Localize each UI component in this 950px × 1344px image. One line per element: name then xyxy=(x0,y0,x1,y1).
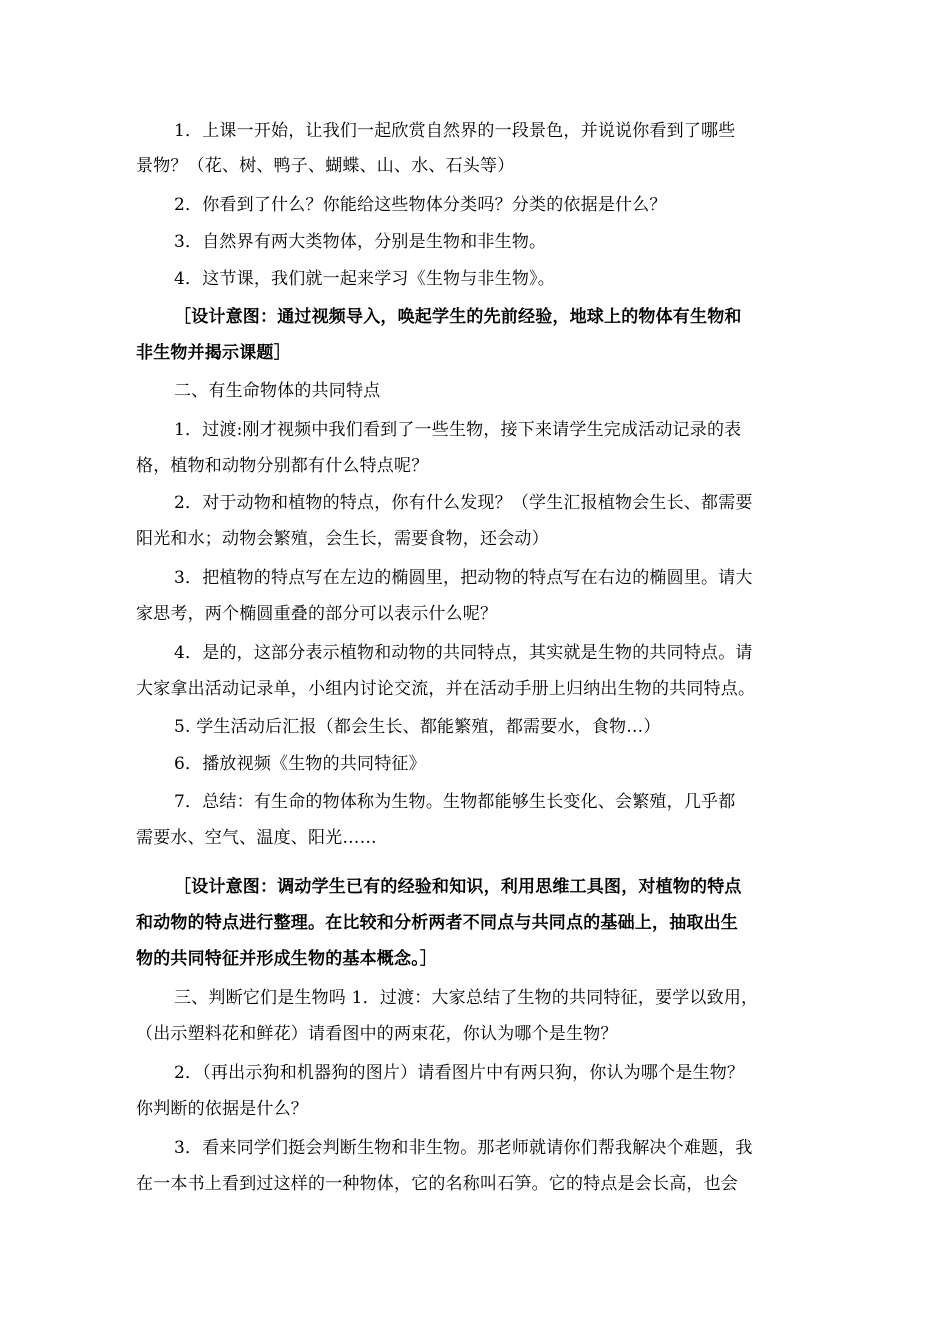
text-line: （出示塑料花和鲜花）请看图中的两束花，你认为哪个是生物？ xyxy=(136,1024,618,1044)
text-line: 阳光和水；动物会繁殖，会生长，需要食物，还会动） xyxy=(136,529,549,549)
design-intent-note: 物的共同特征并形成生物的基本概念。］ xyxy=(136,949,438,969)
text-line: 1．过渡:刚才视频中我们看到了一些生物，接下来请学生完成活动记录的表 xyxy=(174,420,742,440)
design-intent-note: ［设计意图：调动学生已有的经验和知识，利用思维工具图，对植物的特点 xyxy=(174,877,742,897)
text-line: 需要水、空气、温度、阳光…… xyxy=(136,828,377,848)
text-line: 格，植物和动物分别都有什么特点呢？ xyxy=(136,456,429,476)
text-line: 3．把植物的特点写在左边的椭圆里，把动物的特点写在右边的椭圆里。请大 xyxy=(174,568,753,588)
text-line: 2．（再出示狗和机器狗的图片）请看图片中有两只狗，你认为哪个是生物？ xyxy=(174,1063,745,1083)
text-line: 3．看来同学们挺会判断生物和非生物。那老师就请你们帮我解决个难题，我 xyxy=(174,1138,753,1158)
text-line: 大家拿出活动记录单，小组内讨论交流，并在活动手册上归纳出生物的共同特点。 xyxy=(136,679,756,699)
text-line: 你判断的依据是什么？ xyxy=(136,1099,308,1119)
text-line: 景物？（花、树、鸭子、蝴蝶、山、水、石头等） xyxy=(136,156,515,176)
text-line: 家思考，两个椭圆重叠的部分可以表示什么呢？ xyxy=(136,604,498,624)
text-line: 2．你看到了什么？你能给这些物体分类吗？分类的依据是什么？ xyxy=(174,195,667,215)
text-line: 7．总结：有生命的物体称为生物。生物都能够生长变化、会繁殖，几乎都 xyxy=(174,792,736,812)
text-line: 6．播放视频《生物的共同特征》 xyxy=(174,754,426,774)
design-intent-note: 和动物的特点进行整理。在比较和分析两者不同点与共同点的基础上，抽取出生 xyxy=(136,913,738,933)
text-line: 2．对于动物和植物的特点，你有什么发现？（学生汇报植物会生长、都需要 xyxy=(174,493,753,513)
text-line: 4．是的，这部分表示植物和动物的共同特点，其实就是生物的共同特点。请 xyxy=(174,643,753,663)
text-line: 1．上课一开始，让我们一起欣赏自然界的一段景色，并说说你看到了哪些 xyxy=(174,121,736,141)
design-intent-note: ［设计意图：通过视频导入，唤起学生的先前经验，地球上的物体有生物和 xyxy=(174,307,742,327)
section-heading: 三、判断它们是生物吗 1．过渡：大家总结了生物的共同特征，要学以致用， xyxy=(174,988,759,1008)
text-line: 4．这节课，我们就一起来学习《生物与非生物》。 xyxy=(174,269,555,289)
section-heading: 二、有生命物体的共同特点 xyxy=(174,381,381,401)
text-line: 3．自然界有两大类物体，分别是生物和非生物。 xyxy=(174,232,547,252)
text-line: 在一本书上看到过这样的一种物体，它的名称叫石笋。它的特点是会长高，也会 xyxy=(136,1174,738,1194)
text-line: 5. 学生活动后汇报（都会生长、都能繁殖，都需要水，食物…） xyxy=(174,717,661,737)
design-intent-note: 非生物并揭示课题］ xyxy=(136,343,291,363)
